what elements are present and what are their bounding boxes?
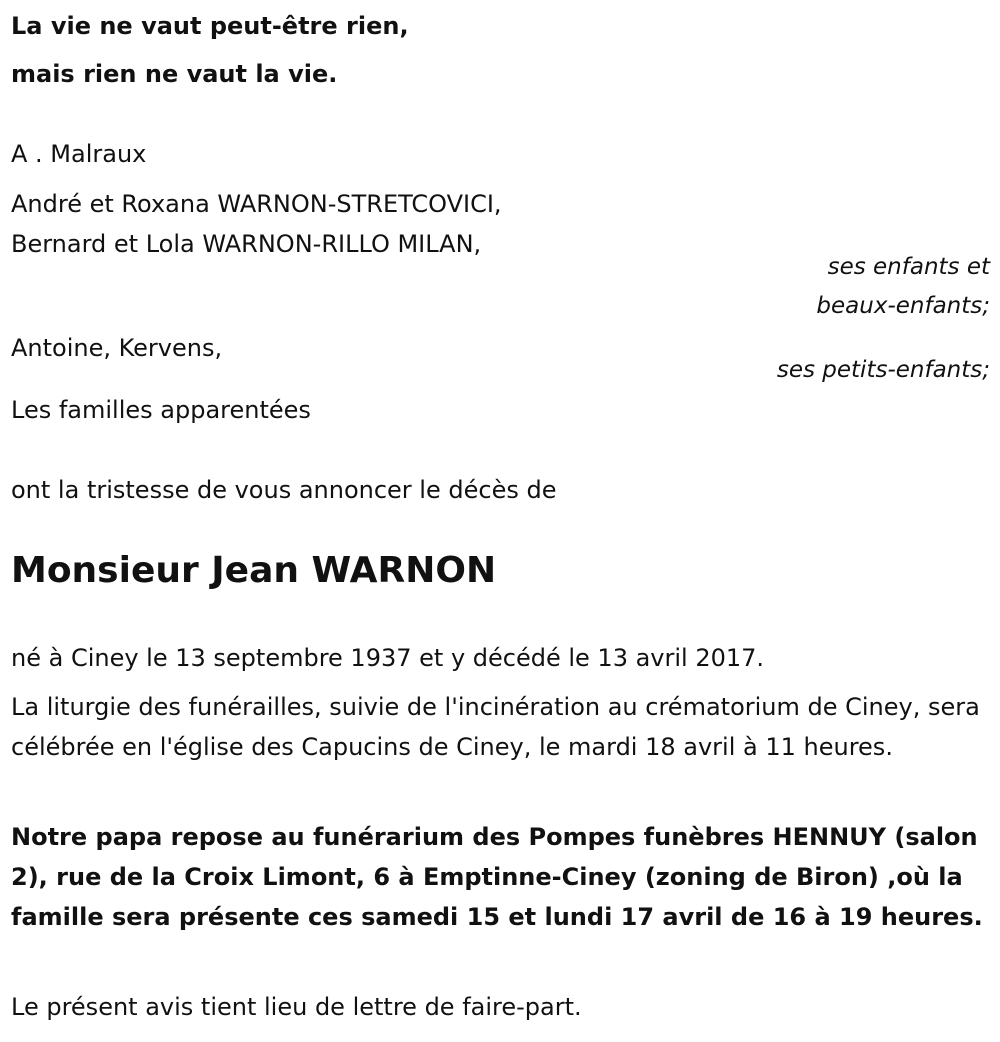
- children-role-line-1: ses enfants et: [827, 254, 990, 280]
- birth-death-line: né à Ciney le 13 septembre 1937 et y décédé le 13 avril 2017.: [11, 644, 765, 672]
- ceremony-paragraph: La liturgie des funérailles, suivie de l'incinération au crématorium de Ciney, sera célébrée en l'église des Capucins de Ciney, le mardi 18 avril à 11 heures.: [11, 693, 980, 761]
- closing-line: Le présent avis tient lieu de lettre de faire-part.: [11, 993, 582, 1021]
- relatives-line: Les familles apparentées: [11, 396, 311, 424]
- children-line-1: André et Roxana WARNON-STRETCOVICI,: [11, 190, 502, 218]
- children-line-2: Bernard et Lola WARNON-RILLO MILAN,: [11, 230, 482, 258]
- announcement-line: ont la tristesse de vous annoncer le décès de: [11, 476, 557, 504]
- grandchildren-names: Antoine, Kervens,: [11, 334, 223, 362]
- grandchildren-role: ses petits-enfants;: [776, 357, 990, 383]
- visitation-paragraph: Notre papa repose au funérarium des Pompes funèbres HENNUY (salon 2), rue de la Croix Limont, 6 à Emptinne-Ciney (zoning de Biron) ,où la famille sera présente ces samedi 15 et lundi 17 avril de 16 à 19 heures.: [11, 823, 983, 931]
- quote-line-2: mais rien ne vaut la vie.: [11, 60, 338, 88]
- children-role-line-2: beaux-enfants;: [816, 293, 990, 319]
- quote-line-1: La vie ne vaut peut-être rien,: [11, 12, 409, 40]
- deceased-name: Monsieur Jean WARNON: [11, 550, 497, 591]
- quote-author: A . Malraux: [11, 140, 147, 168]
